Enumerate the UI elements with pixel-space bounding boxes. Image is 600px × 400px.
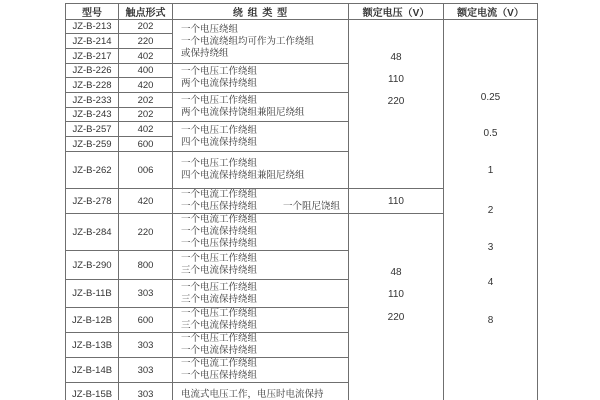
winding-line: [181, 201, 348, 213]
contact-cell: 303: [119, 383, 173, 400]
winding-line: 一个电流绕组均可作为工作绕组: [181, 35, 315, 47]
winding-line: 一个电压工作绕组: [181, 281, 258, 293]
winding-line: 一个电压工作绕组: [181, 158, 258, 169]
current-value: 8: [487, 315, 494, 326]
winding-line: 一个电压工作绕组: [181, 124, 258, 136]
winding-line: 三个电流保持绕组: [181, 293, 258, 305]
contact-cell: 220: [119, 214, 173, 251]
header-winding-type: 绕 组 类 型: [173, 4, 349, 20]
winding-cell: [173, 93, 349, 122]
header-contact-form: 触点形式: [119, 4, 173, 20]
winding-cell: [173, 308, 349, 333]
contact-cell: 006: [119, 152, 173, 189]
winding-cell: [173, 214, 349, 251]
voltage-cell-mid: 110: [349, 189, 444, 214]
contact-cell: 202: [119, 93, 173, 108]
winding-phrase: 一个阻尼饶组: [283, 201, 341, 212]
winding-cell: [173, 280, 349, 308]
table-row: [66, 20, 538, 34]
winding-line: 一个电压保持绕组: [181, 370, 258, 381]
winding-line: 三个电流保持绕组: [181, 265, 258, 276]
winding-cell: [173, 189, 349, 214]
contact-cell: 400: [119, 64, 173, 78]
contact-cell: 420: [119, 78, 173, 93]
winding-line: 一个电压工作绕组: [181, 95, 258, 106]
winding-line: 一个电压绕组: [181, 23, 239, 35]
header-rated-current: 额定电流（V）: [444, 4, 538, 20]
winding-line: 四个电流保持绕组: [181, 136, 258, 148]
winding-line: 一个电压工作绕组: [181, 253, 258, 264]
spec-table-wrap: [65, 3, 538, 400]
winding-cell: [173, 20, 349, 64]
winding-cell: [173, 64, 349, 93]
contact-cell: 303: [119, 280, 173, 308]
winding-line: 两个电流保持绕组: [181, 78, 258, 89]
winding-cell: [173, 251, 349, 280]
relay-spec-table: [65, 3, 538, 400]
current-value: 0.5: [483, 128, 498, 139]
current-value: 3: [487, 242, 494, 253]
header-rated-voltage: 额定电压（V）: [349, 4, 444, 20]
winding-line: 一个电压工作绕组: [181, 66, 258, 77]
model-cell: JZ-B-214: [66, 34, 119, 49]
model-cell: JZ-B-284: [66, 214, 119, 251]
model-cell: JZ-B-14B: [66, 358, 119, 383]
voltage-cell-upper: [349, 20, 444, 189]
contact-cell: 202: [119, 20, 173, 34]
model-cell: JZ-B-13B: [66, 333, 119, 358]
contact-cell: 600: [119, 137, 173, 152]
winding-line: 三个电流保持绕组: [181, 320, 258, 331]
model-cell: JZ-B-262: [66, 152, 119, 189]
winding-cell: [173, 383, 349, 400]
winding-phrase: 一个电压保持绕组: [181, 201, 258, 212]
contact-cell: 303: [119, 358, 173, 383]
winding-line: 电流式电压工作，电压时电流保持: [181, 388, 324, 400]
model-cell: JZ-B-233: [66, 93, 119, 108]
header-model: 型号: [66, 4, 119, 20]
voltage-value: 110: [388, 74, 404, 85]
winding-cell: [173, 152, 349, 189]
contact-cell: 202: [119, 108, 173, 122]
voltage-value: 220: [387, 96, 405, 107]
winding-line: 一个电流工作绕组: [181, 189, 258, 200]
current-value: 4: [487, 277, 494, 288]
contact-cell: 402: [119, 49, 173, 64]
voltage-value: 48: [390, 52, 402, 63]
contact-cell: 402: [119, 122, 173, 137]
model-cell: JZ-B-11B: [66, 280, 119, 308]
contact-cell: 303: [119, 333, 173, 358]
winding-line: 四个电流保持绕组兼阻尼绕组: [181, 170, 305, 181]
voltage-value: 48: [390, 267, 402, 278]
winding-line: 两个电流保持饶组兼阻尼绕组: [181, 107, 305, 118]
winding-line: 或保持绕组: [181, 47, 229, 59]
model-cell: JZ-B-243: [66, 108, 119, 122]
winding-line: 一个电流保持绕组: [181, 345, 258, 356]
winding-line: 一个电流保持绕组: [181, 226, 258, 237]
winding-line: 一个电压工作绕组: [181, 308, 258, 319]
model-cell: JZ-B-278: [66, 189, 119, 214]
current-cell: [444, 20, 538, 400]
winding-line: 一个电压工作绕组: [181, 333, 258, 344]
voltage-value: 220: [387, 312, 405, 323]
current-value: 2: [487, 205, 494, 216]
winding-line: 一个电流工作绕组: [181, 358, 258, 369]
contact-cell: 800: [119, 251, 173, 280]
model-cell: JZ-B-257: [66, 122, 119, 137]
contact-cell: 220: [119, 34, 173, 49]
model-cell: JZ-B-12B: [66, 308, 119, 333]
model-cell: JZ-B-213: [66, 20, 119, 34]
current-value: 0.25: [480, 92, 501, 103]
model-cell: JZ-B-226: [66, 64, 119, 78]
voltage-value: 110: [388, 289, 404, 300]
model-cell: JZ-B-228: [66, 78, 119, 93]
model-cell: JZ-B-15B: [66, 383, 119, 400]
winding-cell: [173, 358, 349, 383]
winding-line: 一个电流工作绕组: [181, 214, 258, 225]
winding-line: 一个电压保持绕组: [181, 238, 258, 249]
voltage-cell-lower: [349, 214, 444, 400]
winding-cell: [173, 122, 349, 152]
model-cell: JZ-B-259: [66, 137, 119, 152]
model-cell: JZ-B-290: [66, 251, 119, 280]
contact-cell: 420: [119, 189, 173, 214]
contact-cell: 600: [119, 308, 173, 333]
current-value: 1: [487, 165, 494, 176]
model-cell: JZ-B-217: [66, 49, 119, 64]
header-row: [66, 4, 538, 20]
winding-cell: [173, 333, 349, 358]
